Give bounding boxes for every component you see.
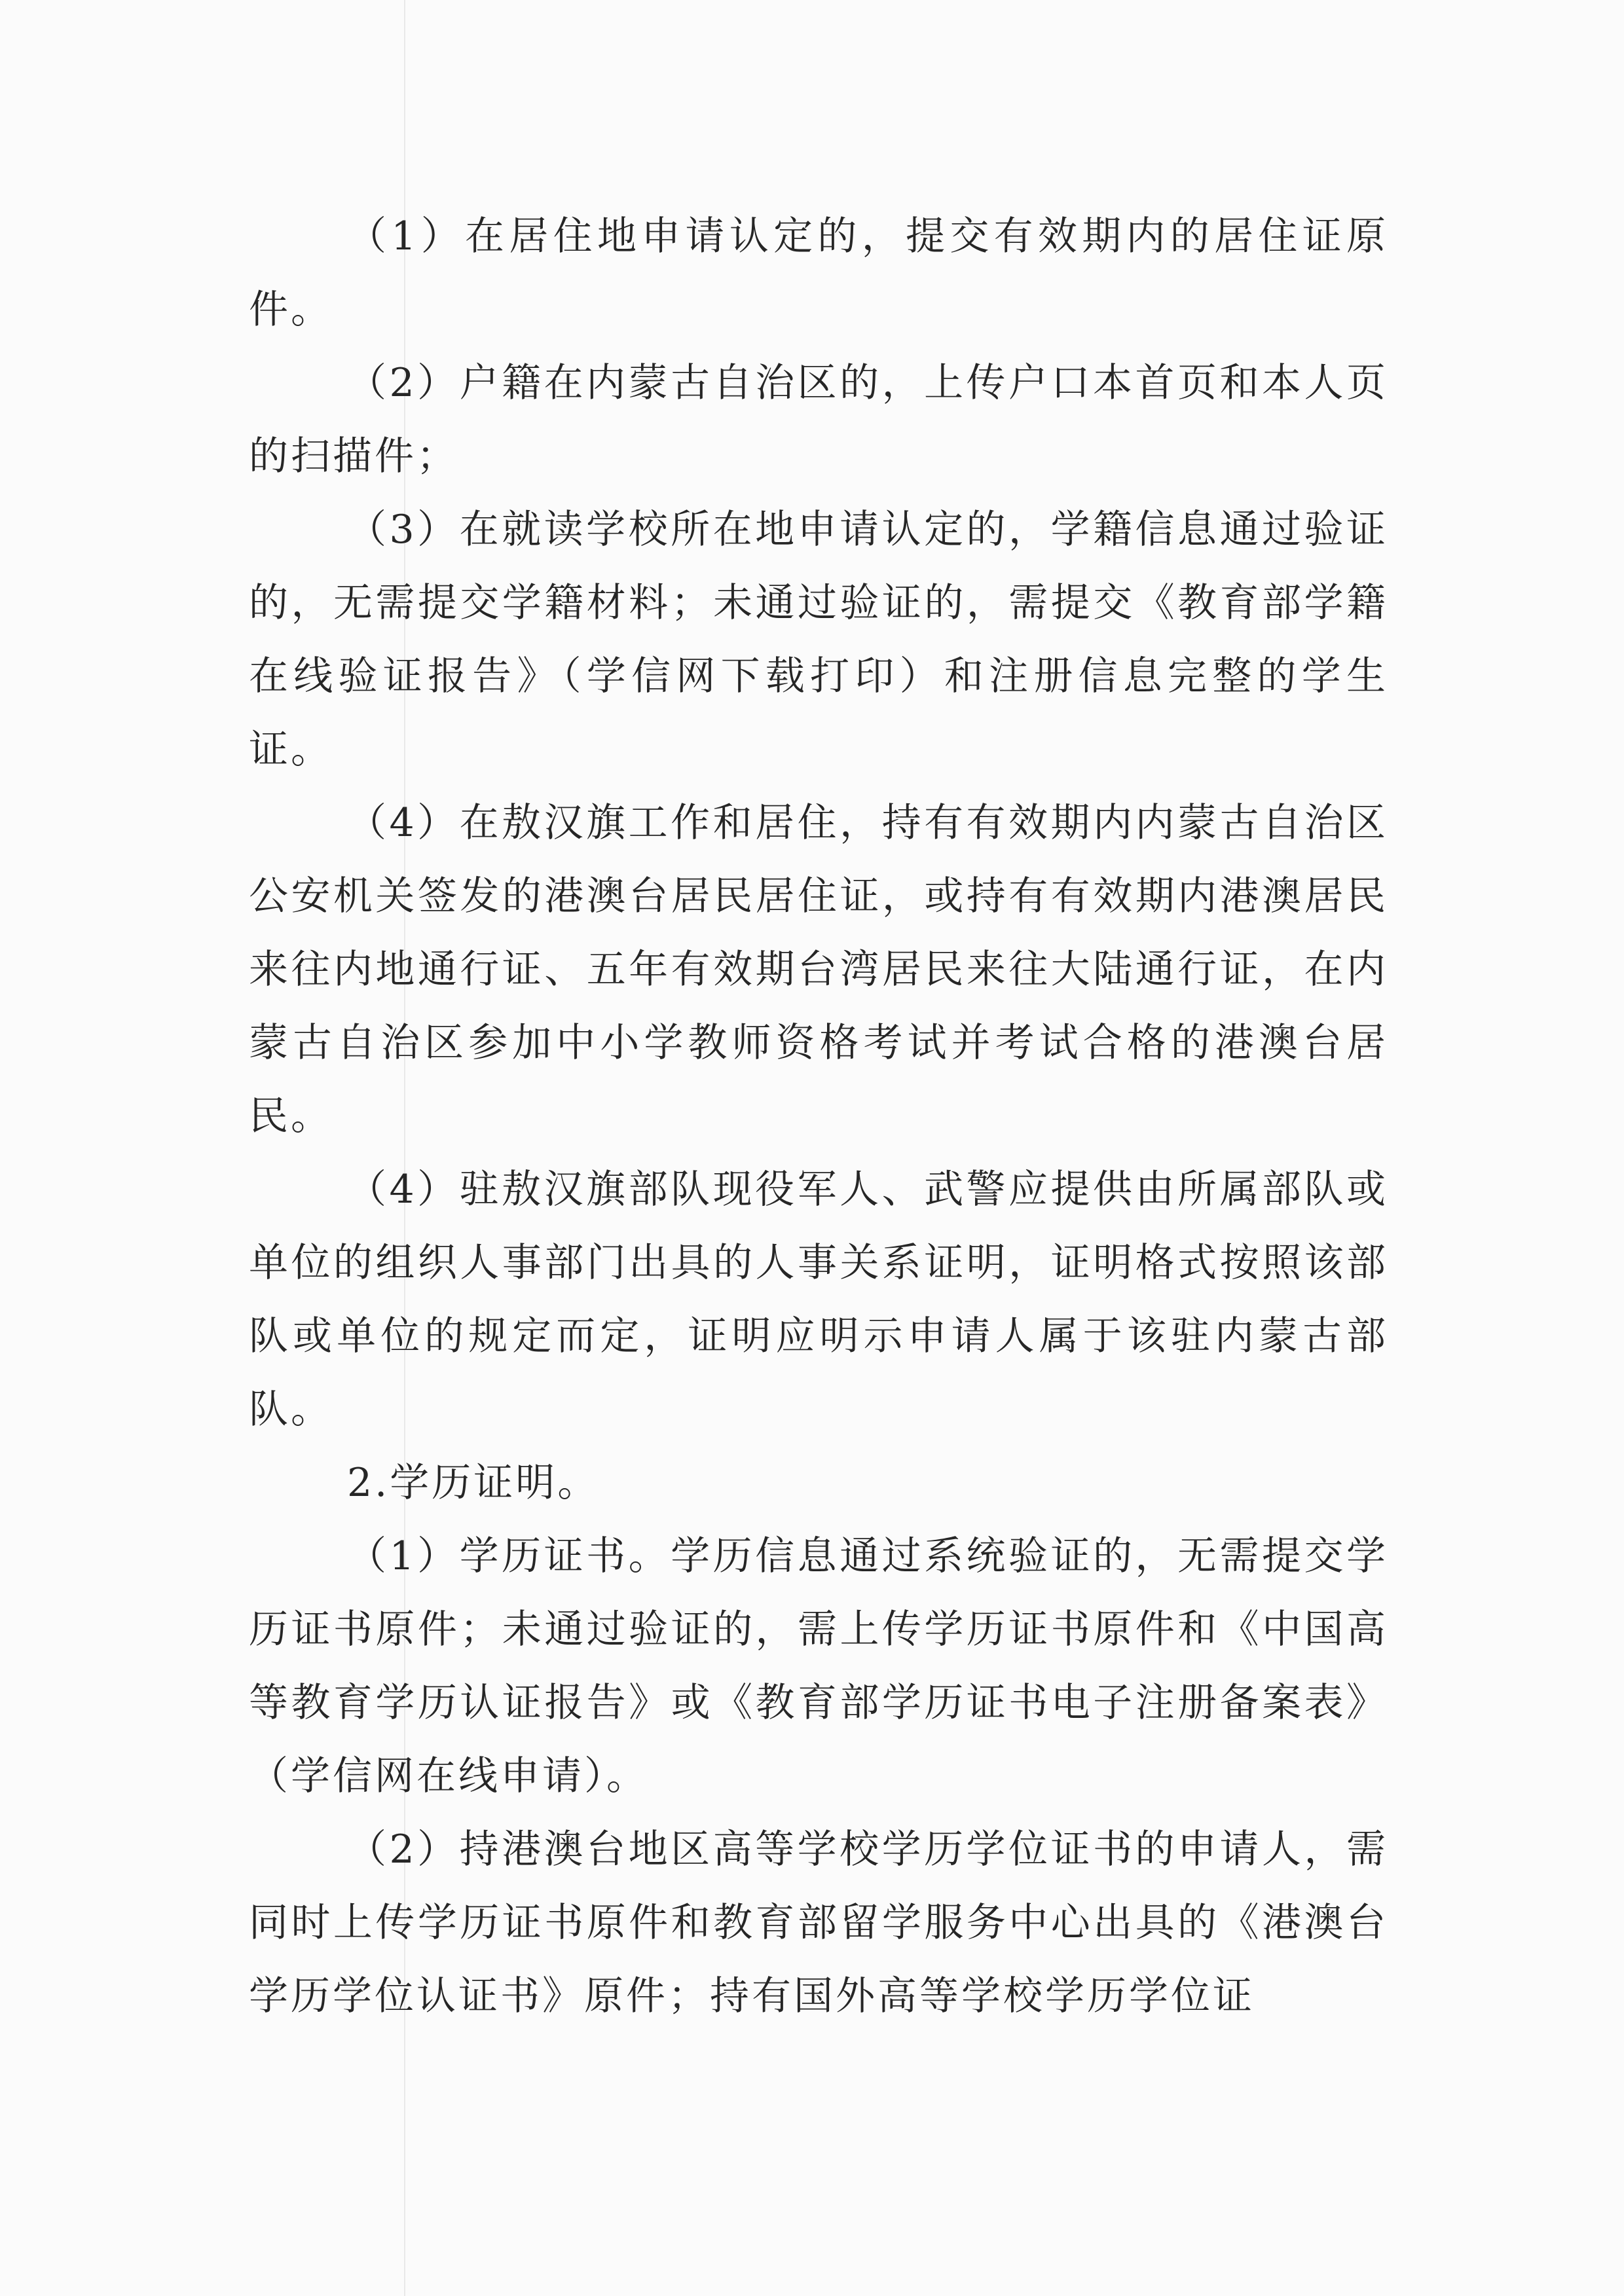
paragraph-hmt-degree-certificate: （2）持港澳台地区高等学校学历学位证书的申请人，需同时上传学历证书原件和教育部留学服务中心出具的《港澳台学历学位认证书》原件；持有国外高等学校学历学位证 xyxy=(249,1827,1388,2019)
paragraph-hk-macao-taiwan-residents: （4）在敖汉旗工作和居住，持有有效期内内蒙古自治区公安机关签发的港澳台居民居住证，或持有有效期内港澳居民来往内地通行证、五年有效期台湾居民来往大陆通行证，在内蒙古自治区参加中小学教师资格考试并考试合格的港澳台居民。 xyxy=(249,800,1388,1139)
paragraph-military-personnel: （4）驻敖汉旗部队现役军人、武警应提供由所属部队或单位的组织人事部门出具的人事关系证明，证明格式按照该部队或单位的规定而定，证明应明示申请人属于该驻内蒙古部队。 xyxy=(249,1167,1388,1432)
paragraph-residence-permit: （1）在居住地申请认定的，提交有效期内的居住证原件。 xyxy=(249,213,1388,333)
document-body xyxy=(249,200,1388,2033)
paragraph-household-register: （2）户籍在内蒙古自治区的，上传户口本首页和本人页的扫描件； xyxy=(249,360,1388,479)
paragraph-student-status: （3）在就读学校所在地申请认定的，学籍信息通过验证的，无需提交学籍材料；未通过验证的，需提交《教育部学籍在线验证报告》（学信网下载打印）和注册信息完整的学生证。 xyxy=(249,507,1388,773)
section-heading-education-proof: 2.学历证明。 xyxy=(347,1460,600,1506)
paragraph-education-certificate: （1）学历证书。学历信息通过系统验证的，无需提交学历证书原件；未通过验证的，需上传学历证书原件和《中国高等教育学历认证报告》或《教育部学历证书电子注册备案表》（学信网在线申请）。 xyxy=(249,1533,1388,1799)
